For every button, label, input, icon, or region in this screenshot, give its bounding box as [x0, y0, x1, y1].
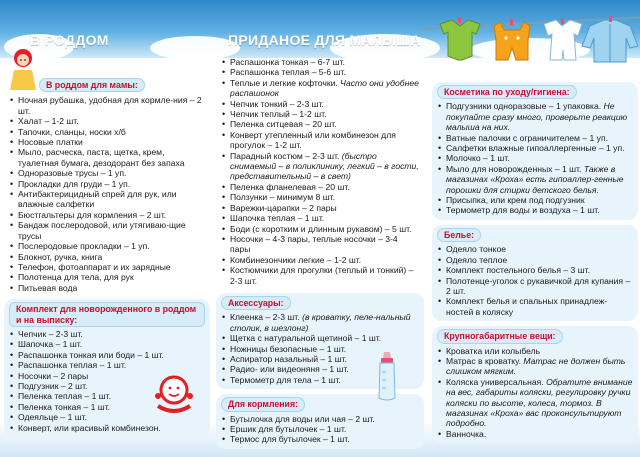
list-item: • Матрас в кроватку. Матрас не должен быть слишком мягким.	[437, 356, 633, 377]
list-item: • Ватные палочки с ограничителем – 1 уп.	[437, 133, 633, 143]
list-item: • Салфетки влажные гипоаллергенные – 1 уп.	[437, 143, 633, 153]
feeding-section	[216, 394, 424, 449]
list-item: • Ножницы безопасные – 1 шт.	[221, 344, 419, 354]
list-item: • Молочко – 1 шт.	[437, 153, 633, 163]
accessories-section-title: Аксессуары:	[221, 296, 291, 310]
list-item: • Распашонка теплая – 1 шт.	[9, 360, 205, 370]
list-item: • Носочки – 4-3 пары, теплые носочки – 3-4 пары	[221, 234, 419, 255]
list-item: • Мыло для новорожденных – 1 шт. Также в магазинах «Кроха» есть гипоаллер-генные порошки для стирки детского белья.	[437, 164, 633, 195]
list-item: • Чепчик тонкий – 2-3 шт.	[221, 99, 419, 109]
list-item: • Одеяло тонкое	[437, 244, 633, 254]
col2-heading: ПРИДАНОЕ ДЛЯ МАЛЫША	[228, 32, 421, 48]
list-item: • Бюстгальтеры для кормления – 2 шт.	[9, 210, 205, 220]
list-item: • Носовые платки	[9, 137, 205, 147]
list-item: • Послеродовые прокладки – 1 уп.	[9, 241, 205, 251]
list-item: • Распашонка тонкая или боди – 1 шт.	[9, 350, 205, 360]
list-item: • Ванночка.	[437, 429, 633, 439]
list-item: • Чепчик теплый – 1-2 шт.	[221, 109, 419, 119]
list-item: • Чепчик – 2-3 шт.	[9, 329, 205, 339]
mom-list	[9, 95, 205, 293]
list-item: • Распашонка тонкая – 6-7 шт.	[221, 57, 419, 67]
list-item: • Термометр для воды и воздуха – 1 шт.	[437, 205, 633, 215]
list-item: • Клеенка – 2-3 шт. (в кроватку, пеле-нальный столик, в шезлонг)	[221, 312, 419, 333]
feeding-list	[221, 414, 419, 445]
linen-section-title: Белье:	[437, 228, 481, 242]
list-item: • Прокладки для груди – 1 уп.	[9, 179, 205, 189]
list-item: • Костюмчики для прогулки (теплый и тонкий) – 2-3 шт.	[221, 265, 419, 286]
list-item: • Шапочка теплая – 1 шт.	[221, 213, 419, 223]
list-item: • Конверт, или красивый комбинезон.	[9, 423, 205, 433]
col1-heading: В РОДДОМ	[30, 32, 109, 48]
list-item: • Халат – 1-2 шт.	[9, 116, 205, 126]
linen-list	[437, 244, 633, 317]
clothes-section	[216, 55, 424, 288]
list-item: • Телефон, фотоаппарат и их зарядные	[9, 262, 205, 272]
list-item: • Бутылочка для воды или чая – 2 шт.	[221, 414, 419, 424]
list-item: • Ночная рубашка, удобная для кормле-ния – 2 шт.	[9, 95, 205, 116]
list-item: • Присыпка, или крем под подгузник	[437, 195, 633, 205]
list-item: • Термометр для тела – 1 шт.	[221, 375, 419, 385]
hygiene-section-title: Косметика по уходу/гигиена:	[437, 85, 577, 99]
list-item: • Теплые и легкие кофточки. Часто они удобнее распашонок	[221, 78, 419, 99]
list-item: • Боди (с коротким и длинным рукавом) – 5 шт.	[221, 224, 419, 234]
list-item: • Ершик для бутылочек – 1 шт.	[221, 424, 419, 434]
list-item: • Шапочка – 1 шт.	[9, 339, 205, 349]
linen-section	[432, 225, 638, 321]
feeding-section-title: Для кормления:	[221, 397, 305, 411]
list-item: • Распашонка теплая – 5-6 шт.	[221, 67, 419, 77]
list-item: • Тапочки, сланцы, носки х/б	[9, 127, 205, 137]
hygiene-section	[432, 82, 638, 220]
discharge-section-title: Комплект для новорожденного в роддом и на выписку:	[9, 302, 205, 327]
list-item: • Антибактерицидный спрей для рук, или влажные салфетки	[9, 189, 205, 210]
list-item: • Подгузник – 2 шт.	[9, 381, 205, 391]
list-item: • Блокнот, ручка, книга	[9, 252, 205, 262]
list-item: • Одноразовые трусы – 1 уп.	[9, 168, 205, 178]
mom-section	[4, 76, 210, 295]
list-item: • Носочки – 2 пары	[9, 371, 205, 381]
list-item: • Комплект постельного белья – 3 шт.	[437, 265, 633, 275]
list-item: • Комбинезончики легкие – 1-2 шт.	[221, 255, 419, 265]
list-item: • Термос для бутылочек – 1 шт.	[221, 434, 419, 444]
list-item: • Пеленка ситцевая – 20 шт.	[221, 119, 419, 129]
list-item: • Питьевая вода	[9, 283, 205, 293]
baby-icon	[150, 372, 198, 414]
list-item: • Пеленка тонкая – 1 шт.	[9, 402, 205, 412]
list-item: • Коляска универсальная. Обратите внимание на вес, габариты коляски, регулировку ручки коляски по высоте, колеса, тормоз. В магазинах «Кроха» вас проконсультируют подробно.	[437, 377, 633, 429]
list-item: • Щетка с натуральной щетиной – 1 шт.	[221, 333, 419, 343]
list-item: • Варежки-царапки – 2 пары	[221, 203, 419, 213]
list-item: • Одеяло теплое	[437, 255, 633, 265]
list-item: • Кроватка или колыбель	[437, 346, 633, 356]
large-items-section	[432, 326, 638, 443]
list-item: • Пеленка теплая – 1 шт.	[9, 391, 205, 401]
list-item: • Полотенца для тела, для рук	[9, 272, 205, 282]
discharge-section	[4, 299, 210, 437]
column-3	[432, 82, 638, 443]
list-item: • Парадный костюм – 2-3 шт. (быстро снимаемый – в поликлинику, легкий – в гости, представительный – в свет)	[221, 151, 419, 182]
baby-clothes-illustration	[430, 10, 640, 66]
list-item: • Мыло, расческа, паста, щетка, крем, туалетная бумага, дезодорант без запаха	[9, 147, 205, 168]
list-item: • Радио- или видеоняня – 1 шт.	[221, 364, 419, 374]
list-item: • Подгузники одноразовые – 1 упаковка. Не покупайте сразу много, проверьте реакцию малыша на них.	[437, 101, 633, 132]
list-item: • Одеяльце – 1 шт.	[9, 412, 205, 422]
list-item: • Бандаж послеродовой, или утягиваю-щие трусы	[9, 220, 205, 241]
list-item: • Пеленка фланелевая – 20 шт.	[221, 182, 419, 192]
hygiene-list	[437, 101, 633, 215]
list-item: • Ползунки – минимум 8 шт.	[221, 192, 419, 202]
list-item: • Конверт утепленный или комбинезон для прогулок – 1-2 шт.	[221, 130, 419, 151]
list-item: • Комплект белья и спальных принадлеж-ностей в коляску	[437, 296, 633, 317]
clothes-list	[221, 57, 419, 286]
large-items-list	[437, 346, 633, 440]
list-item: • Аспиратор назальный – 1 шт.	[221, 354, 419, 364]
mom-section-title: В роддом для мамы:	[39, 78, 145, 92]
list-item: • Полотенце-уголок с рукавичкой для купания – 2 шт.	[437, 276, 633, 297]
large-items-section-title: Крупногабаритные вещи:	[437, 329, 563, 343]
baby-bottle-icon	[372, 350, 402, 402]
